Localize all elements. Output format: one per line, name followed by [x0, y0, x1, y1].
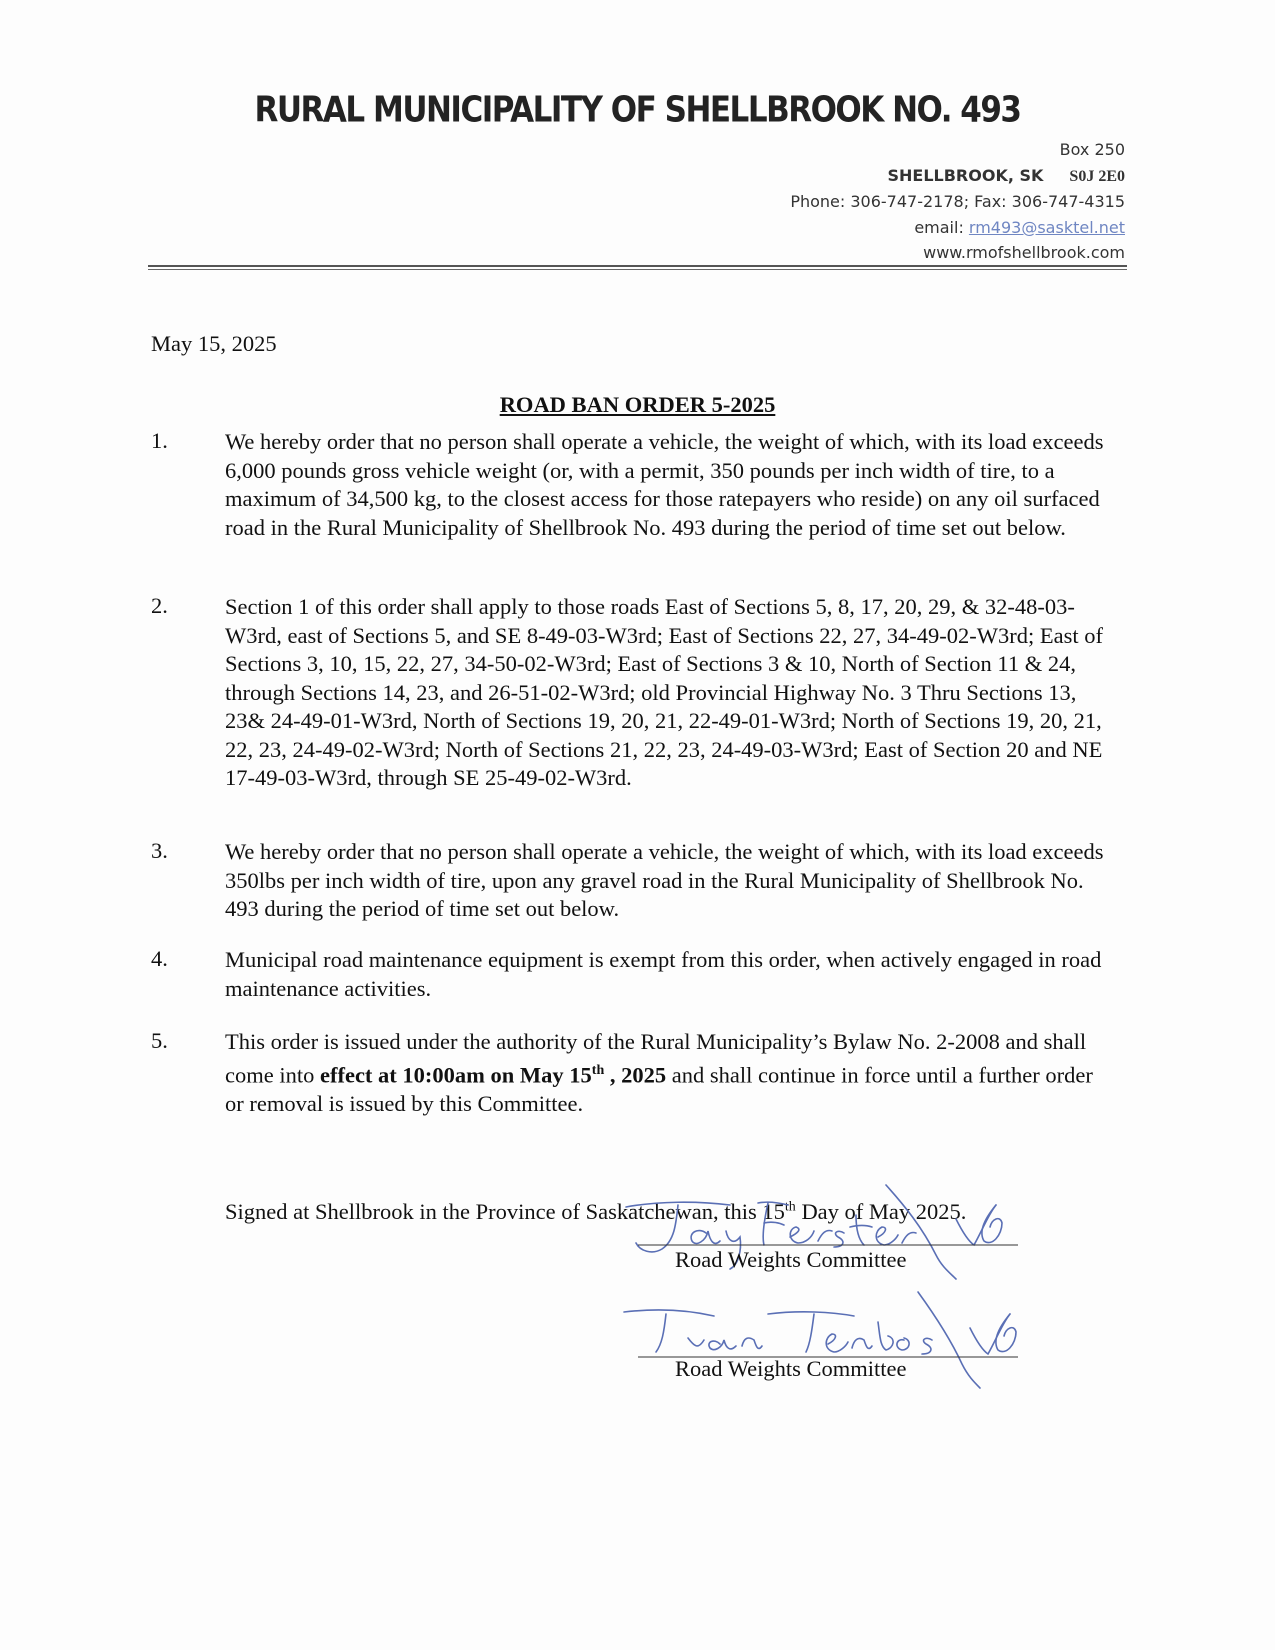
- item-text: Section 1 of this order shall apply to those roads East of Sections 5, 8, 17, 20, 29, & 32-48-03-W3rd, east of Sections 5, and SE 8-49-03-W3rd; East of Sections 22, 27, 34-49-02-W3rd; East of Sections 3, 10, 15, 22, 27, 34-50-02-W3rd; East of Sections 3 & 10, North of Section 11 & 24, through Sections 14, 23, and 26-51-02-W3rd; old Provincial Highway No. 3 Thru Sections 13, 23& 24-49-01-W3rd, North of Sections 19, 20, 21, 22-49-01-W3rd; North of Sections 19, 20, 21, 22, 23, 24-49-02-W3rd; North of Sections 21, 22, 23, 24-49-03-W3rd; East of Section 20 and NE 17-49-03-W3rd, through SE 25-49-02-W3rd.: [225, 594, 1103, 790]
- item-text-after: and shall continue in force until a further order or removal is issued by this Committee.: [225, 1062, 1093, 1116]
- signed-after: Day of May 2025.: [795, 1199, 967, 1224]
- email-label: email:: [914, 217, 969, 237]
- address-city: SHELLBROOK, SK: [887, 165, 1044, 185]
- address-city-line: [790, 163, 1125, 190]
- item-text: Municipal road maintenance equipment is exempt from this order, when actively engaged in road maintenance activities.: [225, 947, 1102, 1001]
- signature-2-caption: Road Weights Committee: [675, 1356, 907, 1381]
- effective-date-sup: th: [591, 1062, 605, 1078]
- signature-1-caption: Road Weights Committee: [675, 1247, 907, 1272]
- item-number: 5.: [151, 1028, 168, 1053]
- address-website: www.rmofshellbrook.com: [923, 243, 1125, 263]
- item-number: 4.: [151, 946, 168, 971]
- address-box: Box 250: [1059, 140, 1125, 159]
- item-number: 1.: [151, 428, 168, 453]
- item-text: We hereby order that no person shall operate a vehicle, the weight of which, with its load exceeds 6,000 pounds gross vehicle weight (or, with a permit, 350 pounds per inch width of tire, to a maximum of 34,500 kg, to the closest access for those ratepayers who reside) on any oil surfaced road in the Rural Municipality of Shellbrook No. 493 during the period of time set out below.: [225, 429, 1104, 540]
- letter-date: May 15, 2025: [151, 331, 277, 356]
- signed-before: Signed at Shellbrook in the Province of Saskatchewan, this 15: [225, 1199, 785, 1224]
- letterhead-address: [790, 137, 1125, 266]
- item-number: 2.: [151, 593, 168, 618]
- address-postal: S0J 2E0: [1069, 167, 1125, 185]
- signed-sup: th: [784, 1199, 796, 1215]
- item-number: 3.: [151, 838, 168, 863]
- effective-year-bold: , 2025: [604, 1062, 667, 1087]
- letterhead-title: RURAL MUNICIPALITY OF SHELLBROOK NO. 493: [254, 89, 1021, 131]
- item-text: We hereby order that no person shall operate a vehicle, the weight of which, with its load exceeds 350lbs per inch width of tire, upon any gravel road in the Rural Municipality of Shellbrook No. 493 during the period of time set out below.: [225, 839, 1104, 921]
- item-text: [225, 1028, 1117, 1118]
- address-email-line: [790, 215, 1125, 241]
- header-divider: [148, 265, 1127, 267]
- order-heading: ROAD BAN ORDER 5-2025: [499, 392, 776, 417]
- address-phone-fax: Phone: 306-747-2178; Fax: 306-747-4315: [790, 192, 1125, 212]
- email-link[interactable]: rm493@sasktel.net: [968, 217, 1125, 237]
- item-text-before: This order is issued under the authority of the Rural Municipality’s Bylaw No. 2-2008 and shall come into: [225, 1029, 1087, 1087]
- header-divider-thin: [148, 269, 1127, 270]
- effective-date-bold: effect at 10:00am on May 15: [319, 1062, 592, 1087]
